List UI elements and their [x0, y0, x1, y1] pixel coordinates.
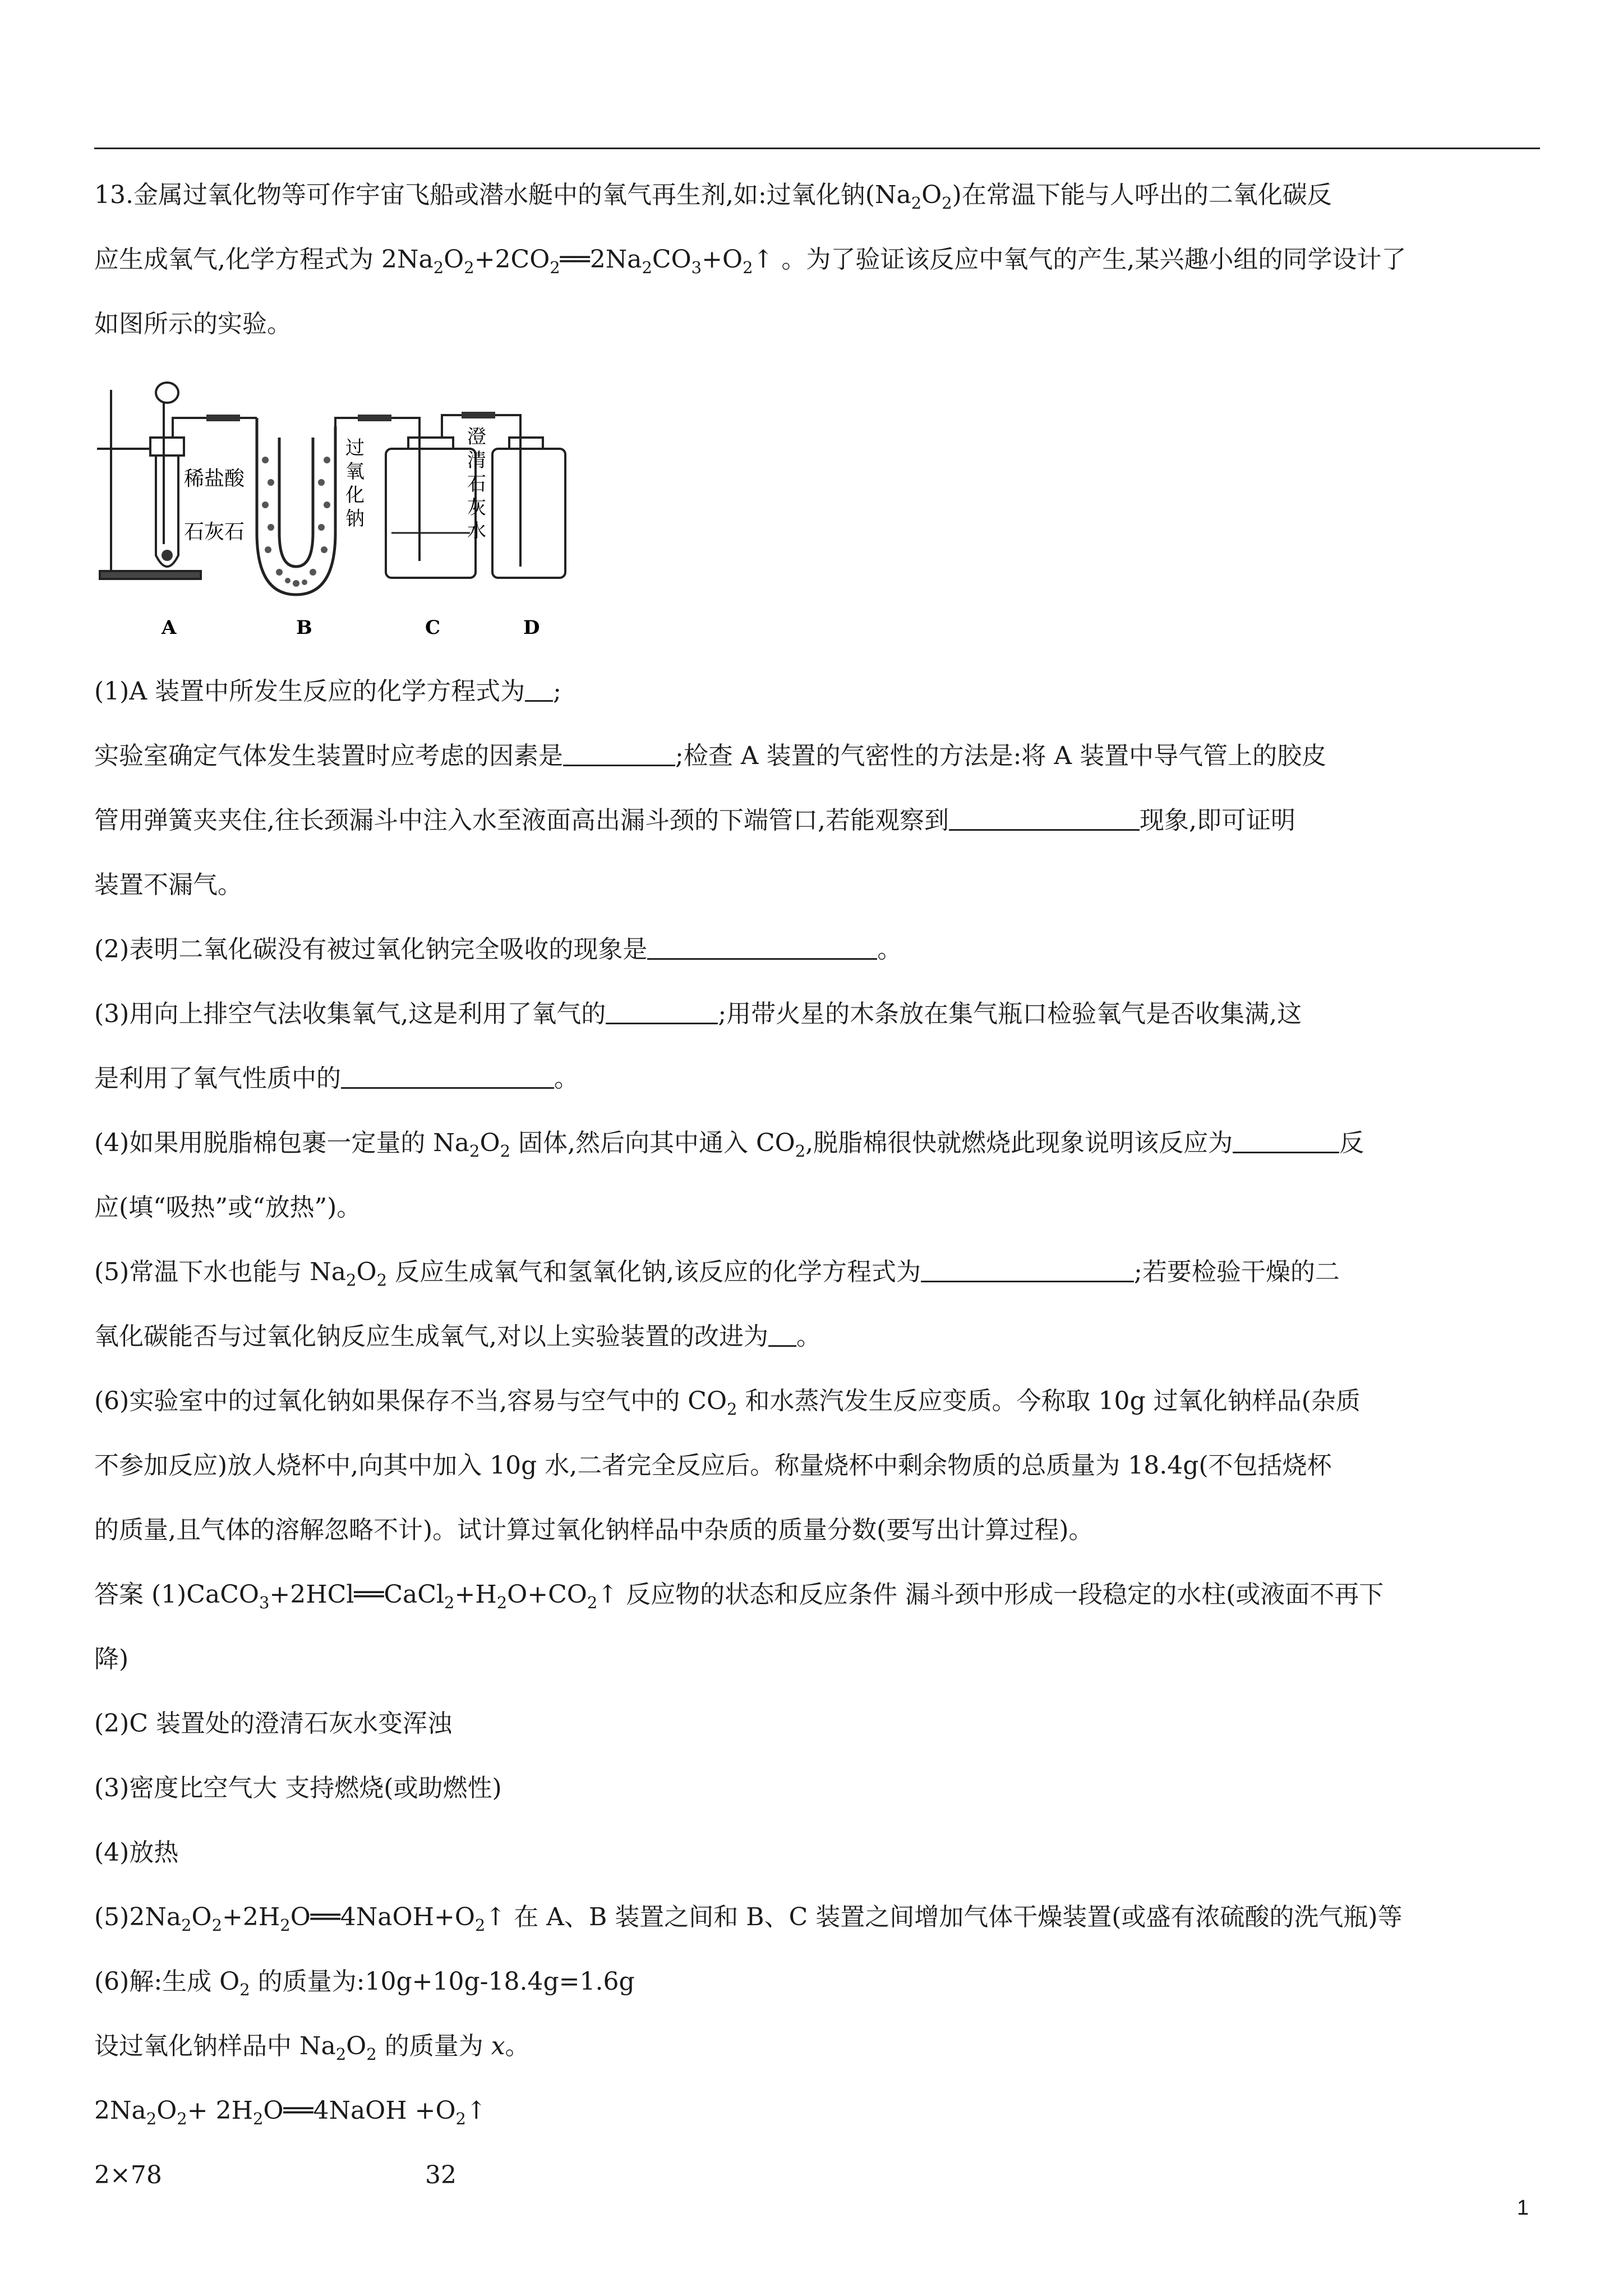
part-1-line-4: 装置不漏气。 [94, 871, 242, 899]
answer-blank[interactable] [341, 1065, 554, 1089]
answer-blank[interactable] [647, 936, 877, 960]
text: ↑ 。为了验证该反应中氧气的产生,某兴趣小组的同学设计了 [753, 245, 1407, 274]
text: 13.金属过氧化物等可作宇宙飞船或潜水艇中的氧气再生剂,如:过氧化钠(Na [94, 181, 911, 209]
text: O══4NaOH+O [290, 1903, 475, 1931]
device-label-a: A [162, 616, 177, 639]
part-6-line-3: 的质量,且气体的溶解忽略不计)。试计算过氧化钠样品中杂质的质量分数(要写出计算过程)。 [94, 1516, 1094, 1544]
subscript: 2 [496, 1593, 508, 1612]
subscript: 2 [743, 258, 753, 277]
part-6-line-1 [94, 1369, 1540, 1433]
text: 和水蒸汽发生反应变质。今称取 10g 过氧化钠样品(杂质 [737, 1387, 1361, 1415]
limestone-solid [162, 550, 173, 561]
text: 现象,即可证明 [1139, 806, 1295, 835]
text: +2H [222, 1903, 280, 1931]
label-limewater-3: 石 [467, 473, 486, 495]
label-na2o2-4: 钠 [345, 508, 365, 530]
subscript: 2 [474, 1916, 486, 1935]
subscript: 2 [252, 2109, 264, 2128]
part-6-line-2: 不参加反应)放人烧杯中,向其中加入 10g 水,二者完全反应后。称量烧杯中剩余物质的总质量为 18.4g(不包括烧杯 [94, 1451, 1332, 1480]
subscript: 2 [366, 2045, 377, 2064]
apparatus-diagram [94, 370, 655, 651]
subscript: 2 [942, 194, 952, 213]
text: 是利用了氧气性质中的 [94, 1064, 341, 1093]
answer-blank[interactable] [606, 1000, 718, 1024]
text: )在常温下能与人呼出的二氧化碳反 [952, 181, 1332, 209]
subscript: 2 [280, 1916, 291, 1935]
answer-part-4: (4)放热 [94, 1838, 179, 1867]
part-3-line-2 [94, 1046, 1540, 1111]
part-1-line-2 [94, 724, 1540, 788]
text: O+CO [507, 1580, 587, 1609]
text: +H [454, 1580, 497, 1609]
text: 应生成氧气,化学方程式为 2Na [94, 245, 434, 274]
device-label-c: C [425, 616, 441, 639]
text: O [156, 2096, 177, 2125]
subscript: 2 [239, 1980, 250, 1999]
subscript: 3 [259, 1593, 270, 1612]
text: O [921, 181, 942, 209]
apparatus-figure [94, 356, 1540, 659]
subscript: 2 [346, 1271, 357, 1290]
stopper-a [150, 438, 184, 455]
text: 实验室确定气体发生装置时应考虑的因素是 [94, 742, 563, 770]
subscript: 2 [211, 1916, 223, 1935]
text: ↑ 反应物的状态和反应条件 漏斗颈中形成一段稳定的水柱(或液面不再下 [597, 1580, 1384, 1609]
question-line-1 [94, 163, 1540, 227]
subscript: 2 [181, 1916, 192, 1935]
label-na2o2-3: 化 [345, 484, 365, 507]
text: (5)常温下水也能与 Na [94, 1258, 347, 1286]
text: ;若要检验干燥的二 [1134, 1258, 1340, 1286]
inlet-tube-c [403, 418, 419, 561]
text: 氧化碳能否与过氧化钠反应生成氧气,对以上实验装置的改进为 [94, 1322, 768, 1351]
u-tube-inner [279, 438, 313, 567]
text: (4)如果用脱脂棉包裹一定量的 Na [94, 1129, 470, 1157]
text: ; [553, 677, 561, 706]
stand-base [100, 571, 201, 579]
answer-blank[interactable] [1233, 1129, 1339, 1153]
text: 反应生成氧气和氢氧化钠,该反应的化学方程式为 [387, 1258, 921, 1286]
page-number: 1 [1516, 2196, 1529, 2220]
text: O══4NaOH +O [263, 2096, 456, 2125]
text: (6)解:生成 O [94, 1967, 240, 1996]
text: 答案 (1)CaCO [94, 1580, 259, 1609]
text: 的质量为 [376, 2032, 491, 2060]
text: +2CO [474, 245, 550, 274]
u-tube-outer [257, 418, 335, 595]
subscript: 2 [376, 1271, 388, 1290]
text: (1)A 装置中所发生反应的化学方程式为 [94, 677, 525, 706]
part-1-line-3 [94, 788, 1540, 853]
text: 。 [554, 1064, 579, 1093]
answer-part-6-equation [94, 2078, 1540, 2143]
text: 。 [505, 2032, 530, 2060]
text: O [444, 245, 464, 274]
part-3-line-1 [94, 982, 1540, 1046]
answer-blank[interactable] [949, 807, 1140, 831]
subscript: 2 [433, 258, 444, 277]
label-na2o2-1: 过 [345, 437, 365, 459]
label-acid: 稀盐酸 [184, 467, 245, 490]
subscript: 2 [727, 1400, 737, 1419]
text: 设过氧化钠样品中 Na [94, 2032, 336, 2060]
text: O [479, 1129, 500, 1157]
subscript: 2 [500, 1142, 511, 1161]
answer-part-6-line-1 [94, 1949, 1540, 2014]
answer-part-6-ratio [94, 2143, 1540, 2207]
bottle-d-neck [509, 438, 543, 449]
text: 。 [796, 1322, 821, 1351]
label-limewater-4: 灰 [467, 496, 486, 519]
question-line-3: 如图所示的实验。 [94, 310, 292, 338]
bottle-c-neck [408, 438, 453, 449]
text: 32 [425, 2161, 457, 2189]
text: ↑ 在 A、B 装置之间和 B、C 装置之间增加气体干燥装置(或盛有浓硫酸的洗气瓶)等 [485, 1903, 1403, 1931]
subscript: 2 [455, 2109, 466, 2128]
text: (5)2Na [94, 1903, 182, 1931]
part-1-line-1 [94, 659, 1540, 724]
answer-blank[interactable] [768, 1323, 796, 1347]
part-2-line [94, 917, 1540, 982]
text: 2×78 [94, 2161, 162, 2189]
part-5-line-1 [94, 1240, 1540, 1304]
text: ;检查 A 装置的气密性的方法是:将 A 装置中导气管上的胶皮 [675, 742, 1327, 770]
answer-part-3: (3)密度比空气大 支持燃烧(或助燃性) [94, 1774, 502, 1802]
text: 反 [1339, 1129, 1364, 1157]
text: +O [702, 245, 743, 274]
answer-part-6-line-2 [94, 2014, 1540, 2078]
header-rule [94, 148, 1540, 149]
text: ,脱脂棉很快就燃烧此现象说明该反应为 [805, 1129, 1233, 1157]
text: ↑ [466, 2096, 487, 2125]
answer-line-2: 降) [94, 1645, 129, 1673]
text: 的质量为:10g+10g-18.4g=1.6g [250, 1967, 635, 1996]
text: (6)实验室中的过氧化钠如果保存不当,容易与空气中的 CO [94, 1387, 727, 1415]
answer-blank[interactable] [563, 742, 675, 766]
bottle-d [492, 449, 565, 578]
label-limewater-1: 澄 [467, 426, 486, 448]
device-label-d: D [523, 616, 540, 639]
text: 固体,然后向其中通入 CO [510, 1129, 795, 1157]
text: (2)表明二氧化碳没有被过氧化钠完全吸收的现象是 [94, 935, 648, 964]
device-label-b: B [296, 616, 312, 639]
part-5-line-2 [94, 1304, 1540, 1369]
text: ;用带火星的木条放在集气瓶口检验氧气是否收集满,这 [718, 1000, 1302, 1028]
answer-part-2: (2)C 装置处的澄清石灰水变浑浊 [94, 1709, 452, 1738]
subscript: 2 [642, 258, 652, 277]
funnel-bulb [156, 383, 178, 403]
subscript: 2 [177, 2109, 187, 2128]
text: +2HCl══CaCl [269, 1580, 444, 1609]
label-stone: 石灰石 [184, 521, 245, 544]
text: O [191, 1903, 212, 1931]
answer-blank[interactable] [921, 1258, 1134, 1282]
text: 管用弹簧夹夹住,往长颈漏斗中注入水至液面高出漏斗颈的下端管口,若能观察到 [94, 806, 949, 835]
label-na2o2-2: 氧 [345, 461, 365, 483]
bottle-c [386, 449, 476, 578]
text: ══2Na [560, 245, 642, 274]
text: O [346, 2032, 367, 2060]
answer-blank[interactable] [525, 678, 553, 702]
text: 2Na [94, 2096, 146, 2125]
subscript: 2 [146, 2109, 157, 2128]
subscript: 2 [444, 1593, 455, 1612]
subscript: 2 [464, 258, 474, 277]
text: CO [652, 245, 691, 274]
document-page [94, 163, 1540, 2207]
text: 。 [877, 935, 902, 964]
question-line-2 [94, 227, 1540, 292]
part-4-line-1 [94, 1111, 1540, 1175]
subscript: 2 [587, 1593, 598, 1612]
text: O [356, 1258, 377, 1286]
answer-line-1 [94, 1562, 1540, 1627]
variable-x: x [491, 2032, 505, 2060]
subscript: 2 [911, 194, 922, 213]
label-limewater-5: 水 [467, 520, 486, 542]
subscript: 2 [335, 2045, 347, 2064]
subscript: 2 [795, 1142, 806, 1161]
text: (3)用向上排空气法收集氧气,这是利用了氧气的 [94, 1000, 606, 1028]
subscript: 2 [550, 258, 560, 277]
subscript: 2 [469, 1142, 480, 1161]
answer-part-5 [94, 1885, 1540, 1949]
part-4-line-2: 应(填“吸热”或“放热”)。 [94, 1193, 362, 1222]
subscript: 3 [691, 258, 702, 277]
text: + 2H [187, 2096, 253, 2125]
label-limewater-2: 清 [467, 449, 486, 472]
